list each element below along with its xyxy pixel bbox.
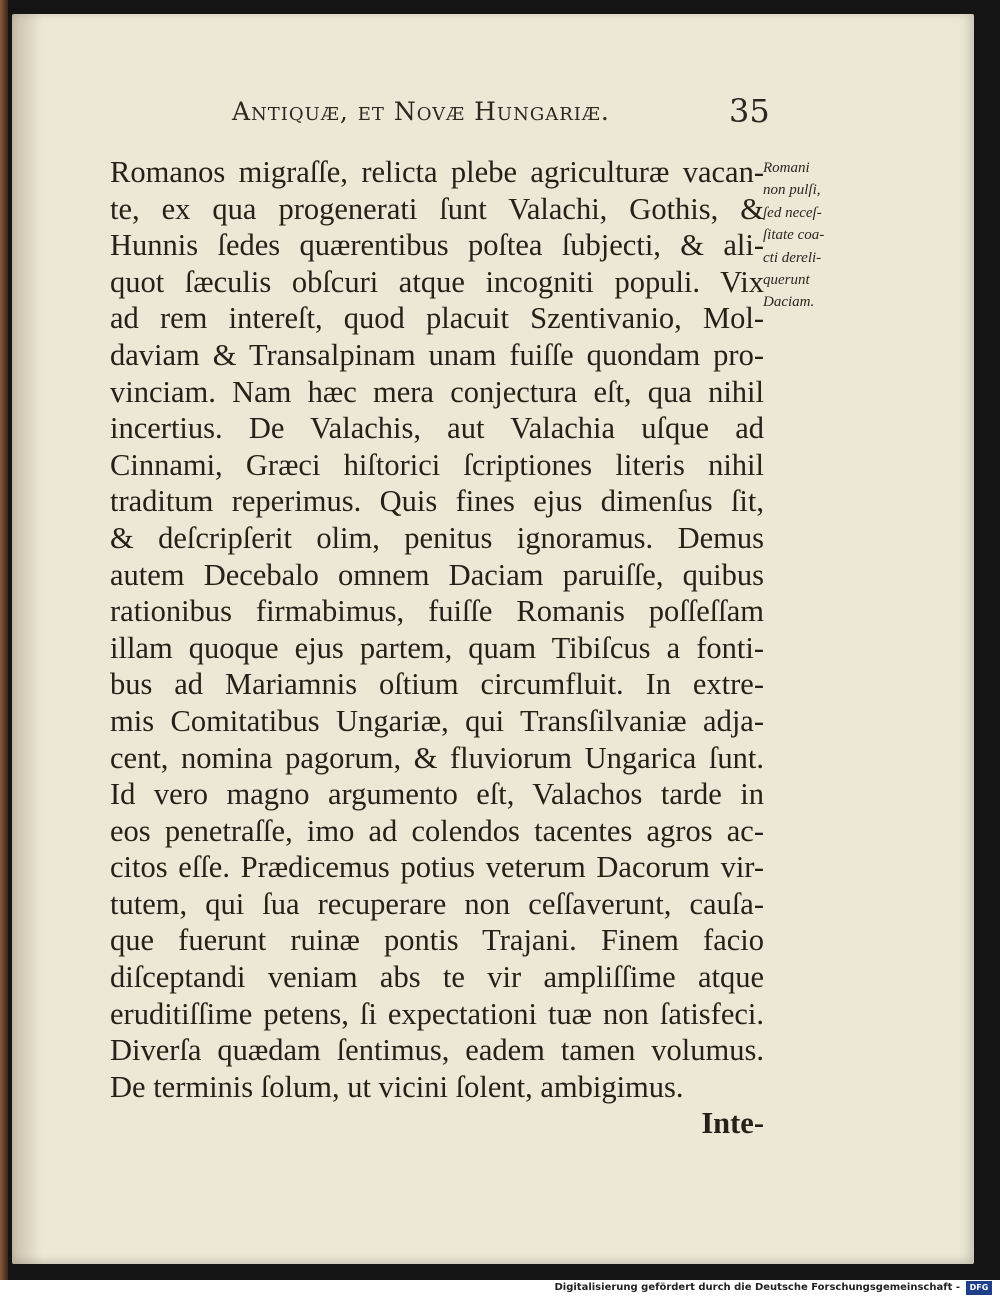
- marginal-note-line: non pulſi,: [763, 182, 821, 199]
- text-line: ad rem intereſt, quod placuit Szentivanio, Mol-: [110, 301, 764, 336]
- marginal-note-line: ſed neceſ-: [763, 204, 822, 221]
- text-line: citos eſſe. Prædicemus potius veterum Dacorum vir-: [110, 850, 764, 885]
- text-line: Hunnis ſedes quærentibus poſtea ſubjecti, & ali-: [110, 228, 764, 263]
- text-line: vinciam. Nam hæc mera conjectura eſt, qua nihil: [110, 374, 764, 409]
- text-line: cent, nomina pagorum, & fluviorum Ungarica ſunt.: [110, 740, 764, 775]
- text-line: Id vero magno argumento eſt, Valachos tarde in: [110, 777, 764, 812]
- footer-bar: [0, 1280, 1000, 1298]
- text-line: De terminis ſolum, ut vicini ſolent, ambigimus.: [110, 1069, 684, 1104]
- text-line: Cinnami, Græci hiſtorici ſcriptiones literis nihil: [110, 447, 764, 482]
- text-line: diſceptandi veniam abs te vir ampliſſime atque: [110, 960, 764, 995]
- text-line: Romanos migraſſe, relicta plebe agriculturæ vacan-: [110, 155, 764, 189]
- marginal-note-line: ſitate coa-: [763, 227, 825, 244]
- page-number: 35: [729, 92, 770, 130]
- text-line: quot ſæculis obſcuri atque incogniti populi. Vix: [110, 264, 764, 299]
- text-line: incertius. De Valachis, aut Valachia uſque ad: [110, 411, 764, 446]
- text-line: & deſcripſerit olim, penitus ignoramus. Demus: [110, 520, 764, 555]
- text-line: mis Comitatibus Ungariæ, qui Transſilvaniæ adja-: [110, 703, 764, 738]
- book-cover-edge: [0, 0, 8, 1280]
- text-line: bus ad Mariamnis oſtium circumfluit. In extre-: [110, 667, 764, 702]
- marginal-note: [763, 157, 853, 314]
- funding-notice: Digitalisierung gefördert durch die Deutsche Forschungsgemeinschaft -: [554, 1282, 960, 1293]
- text-line: eruditiſſime petens, ſi expectationi tuæ non ſatisfeci.: [110, 996, 764, 1031]
- marginal-note-line: Romani: [763, 160, 810, 176]
- text-line: traditum reperimus. Quis fines ejus dimenſus ſit,: [110, 484, 764, 519]
- text-line: eos penetraſſe, imo ad colendos tacentes agros ac-: [110, 813, 764, 848]
- text-line: tutem, qui ſua recuperare non ceſſaverunt, cauſa-: [110, 886, 764, 921]
- marginal-note-line: Daciam.: [763, 294, 815, 311]
- dfg-logo: DFG: [966, 1281, 992, 1295]
- text-line: Diverſa quædam ſentimus, eadem tamen volumus.: [110, 1033, 764, 1068]
- running-head: Antiquæ, et Novæ Hungariæ.: [232, 97, 610, 126]
- catchword: Inte-: [701, 1106, 764, 1141]
- text-line: illam quoque ejus partem, quam Tibiſcus a fonti-: [110, 630, 764, 665]
- marginal-note-line: cti dereli-: [763, 249, 822, 266]
- text-line: te, ex qua progenerati ſunt Valachi, Gothis, &: [110, 191, 764, 226]
- text-line: rationibus firmabimus, fuiſſe Romanis poſſeſſam: [110, 594, 764, 629]
- body-text: [110, 154, 764, 1142]
- text-line: autem Decebalo omnem Daciam paruiſſe, quibus: [110, 557, 764, 592]
- text-line: que fuerunt ruinæ pontis Trajani. Finem facio: [110, 923, 764, 958]
- marginal-note-line: querunt: [763, 271, 810, 288]
- spine-shadow: [12, 14, 42, 1264]
- text-line: daviam & Transalpinam unam fuiſſe quondam pro-: [110, 337, 764, 372]
